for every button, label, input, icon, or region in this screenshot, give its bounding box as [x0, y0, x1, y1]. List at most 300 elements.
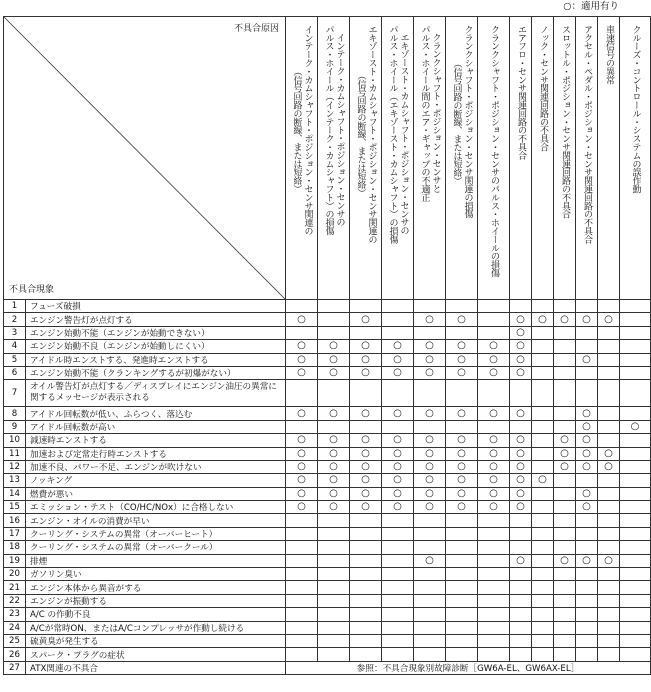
applicable-mark: ○ — [446, 366, 478, 379]
empty-cell — [620, 621, 651, 634]
empty-cell — [286, 568, 318, 581]
applicable-mark: ○ — [286, 313, 318, 326]
empty-cell — [350, 581, 382, 594]
applicable-mark: ○ — [382, 434, 414, 447]
row-number: 19 — [4, 554, 26, 567]
empty-cell — [318, 420, 350, 433]
empty-cell — [598, 366, 620, 379]
empty-cell — [532, 447, 554, 460]
empty-cell — [350, 541, 382, 554]
empty-cell — [554, 366, 576, 379]
empty-cell — [620, 487, 651, 500]
empty-cell — [576, 621, 598, 634]
phenomenon-name: 硫黄臭が発生する — [26, 634, 286, 647]
applicable-mark: ○ — [350, 313, 382, 326]
applicable-mark: ○ — [446, 313, 478, 326]
empty-cell — [554, 380, 576, 407]
applicable-mark: ○ — [318, 474, 350, 487]
table-row — [4, 447, 651, 460]
empty-cell — [318, 313, 350, 326]
empty-cell — [286, 527, 318, 540]
empty-cell — [318, 634, 350, 647]
empty-cell — [576, 474, 598, 487]
empty-cell — [620, 554, 651, 567]
table-row — [4, 581, 651, 594]
empty-cell — [350, 326, 382, 339]
empty-cell — [620, 581, 651, 594]
phenomenon-name: スパーク・プラグの症状 — [26, 648, 286, 661]
applicable-mark: ○ — [318, 434, 350, 447]
empty-cell — [532, 340, 554, 353]
empty-cell — [350, 608, 382, 621]
empty-cell — [446, 621, 478, 634]
applicable-mark: ○ — [382, 366, 414, 379]
empty-cell — [620, 541, 651, 554]
empty-cell — [532, 648, 554, 661]
diagnosis-table — [3, 16, 651, 675]
empty-cell — [510, 380, 532, 407]
applicable-mark: ○ — [446, 501, 478, 514]
empty-cell — [286, 541, 318, 554]
empty-cell — [478, 313, 510, 326]
cause-column-label: クルーズ・コントロール・システムの誤作動 — [630, 25, 641, 194]
applicable-mark: ○ — [414, 460, 446, 473]
phenomenon-name: エンジン・オイルの消費が早い — [26, 514, 286, 527]
phenomenon-name: アイドル時エンストする、発進時エンストする — [26, 353, 286, 366]
empty-cell — [382, 300, 414, 313]
applicable-mark: ○ — [510, 474, 532, 487]
empty-cell — [446, 326, 478, 339]
empty-cell — [446, 300, 478, 313]
applicable-mark: ○ — [510, 447, 532, 460]
empty-cell — [446, 554, 478, 567]
cause-title: 不具合原因 — [233, 24, 279, 34]
row-number: 21 — [4, 581, 26, 594]
applicable-mark: ○ — [286, 407, 318, 420]
reference-note: 参照：不具合現象別故障診断［GW6A-EL、GW6AX-EL］ — [286, 661, 651, 674]
empty-cell — [532, 581, 554, 594]
cause-column-label: ノック・センサ関連回路の不具合 — [538, 25, 548, 152]
applicable-mark: ○ — [478, 434, 510, 447]
empty-cell — [620, 353, 651, 366]
empty-cell — [318, 581, 350, 594]
applicable-mark: ○ — [350, 501, 382, 514]
empty-cell — [478, 634, 510, 647]
empty-cell — [414, 648, 446, 661]
phenomenon-name: アイドル回転数が高い — [26, 420, 286, 433]
empty-cell — [478, 554, 510, 567]
empty-cell — [554, 621, 576, 634]
applicable-mark: ○ — [350, 366, 382, 379]
empty-cell — [620, 460, 651, 473]
empty-cell — [382, 514, 414, 527]
empty-cell — [478, 568, 510, 581]
empty-cell — [478, 621, 510, 634]
table-body — [4, 300, 651, 675]
empty-cell — [620, 594, 651, 607]
applicable-mark: ○ — [382, 501, 414, 514]
empty-cell — [532, 634, 554, 647]
empty-cell — [350, 300, 382, 313]
applicable-mark: ○ — [510, 353, 532, 366]
empty-cell — [554, 420, 576, 433]
empty-cell — [620, 608, 651, 621]
applicable-mark: ○ — [510, 313, 532, 326]
empty-cell — [318, 541, 350, 554]
empty-cell — [414, 581, 446, 594]
applicable-mark: ○ — [576, 407, 598, 420]
applicable-mark: ○ — [554, 313, 576, 326]
phenomenon-name: エンジン警告灯が点灯する — [26, 313, 286, 326]
empty-cell — [382, 541, 414, 554]
row-number: 25 — [4, 634, 26, 647]
legend: ○：適用有り — [563, 1, 619, 12]
applicable-mark: ○ — [510, 326, 532, 339]
applicable-mark: ○ — [576, 313, 598, 326]
empty-cell — [576, 594, 598, 607]
applicable-mark: ○ — [576, 447, 598, 460]
applicable-mark: ○ — [478, 474, 510, 487]
phenomenon-name: エミッション・テスト（CO/HC/NOx）に合格しない — [26, 501, 286, 514]
empty-cell — [598, 407, 620, 420]
row-number: 1 — [4, 300, 26, 313]
row-number: 14 — [4, 487, 26, 500]
empty-cell — [414, 300, 446, 313]
applicable-mark: ○ — [414, 501, 446, 514]
cause-column-header — [510, 17, 532, 300]
row-number: 6 — [4, 366, 26, 379]
applicable-mark: ○ — [350, 447, 382, 460]
empty-cell — [446, 634, 478, 647]
phenomenon-name: A/C の作動不良 — [26, 608, 286, 621]
empty-cell — [318, 594, 350, 607]
empty-cell — [414, 420, 446, 433]
empty-cell — [382, 313, 414, 326]
empty-cell — [554, 514, 576, 527]
table-row — [4, 300, 651, 313]
empty-cell — [510, 608, 532, 621]
empty-cell — [620, 634, 651, 647]
empty-cell — [382, 581, 414, 594]
empty-cell — [318, 621, 350, 634]
empty-cell — [532, 300, 554, 313]
table-row — [4, 608, 651, 621]
applicable-mark: ○ — [478, 407, 510, 420]
empty-cell — [598, 340, 620, 353]
empty-cell — [598, 434, 620, 447]
empty-cell — [318, 514, 350, 527]
empty-cell — [286, 648, 318, 661]
applicable-mark: ○ — [598, 447, 620, 460]
empty-cell — [532, 434, 554, 447]
empty-cell — [350, 514, 382, 527]
applicable-mark: ○ — [350, 353, 382, 366]
empty-cell — [350, 420, 382, 433]
applicable-mark: ○ — [286, 353, 318, 366]
phenomenon-name: 加速および定常走行時エンストする — [26, 447, 286, 460]
row-number: 26 — [4, 648, 26, 661]
empty-cell — [510, 621, 532, 634]
applicable-mark: ○ — [318, 447, 350, 460]
cause-column-header — [382, 17, 414, 300]
empty-cell — [598, 420, 620, 433]
phenomenon-name: エンジン始動不能（エンジンが始動できない） — [26, 326, 286, 339]
applicable-mark: ○ — [446, 447, 478, 460]
applicable-mark: ○ — [446, 487, 478, 500]
cause-column-label: インテーク・カムシャフト・ポジション・センサ関連の （信号回路の断線、または短絡） — [291, 25, 313, 236]
applicable-mark: ○ — [554, 447, 576, 460]
cause-column-header — [414, 17, 446, 300]
empty-cell — [382, 326, 414, 339]
empty-cell — [554, 487, 576, 500]
applicable-mark: ○ — [318, 487, 350, 500]
empty-cell — [478, 380, 510, 407]
table-row — [4, 420, 651, 433]
empty-cell — [446, 527, 478, 540]
cause-column-label: 車速信号の異常 — [604, 25, 614, 84]
empty-cell — [620, 474, 651, 487]
empty-cell — [620, 501, 651, 514]
cause-column-label: クランクシャフト・ポジション・センサ関連の損傷 （信号回路の断線、または短絡） — [451, 25, 473, 219]
applicable-mark: ○ — [414, 487, 446, 500]
empty-cell — [446, 380, 478, 407]
empty-cell — [478, 594, 510, 607]
empty-cell — [598, 501, 620, 514]
empty-cell — [414, 514, 446, 527]
empty-cell — [382, 527, 414, 540]
empty-cell — [532, 366, 554, 379]
empty-cell — [510, 527, 532, 540]
table-row — [4, 313, 651, 326]
row-number: 5 — [4, 353, 26, 366]
applicable-mark: ○ — [576, 460, 598, 473]
empty-cell — [532, 554, 554, 567]
empty-cell — [554, 541, 576, 554]
empty-cell — [478, 648, 510, 661]
cause-column-header — [286, 17, 318, 300]
applicable-mark: ○ — [576, 487, 598, 500]
empty-cell — [620, 340, 651, 353]
applicable-mark: ○ — [414, 554, 446, 567]
empty-cell — [576, 366, 598, 379]
phenomenon-name: オイル警告灯が点灯する／ディスプレイにエンジン油圧の異常に関するメッセージが表示される — [26, 380, 286, 407]
empty-cell — [414, 380, 446, 407]
applicable-mark: ○ — [382, 407, 414, 420]
empty-cell — [554, 407, 576, 420]
applicable-mark: ○ — [350, 474, 382, 487]
applicable-mark: ○ — [318, 501, 350, 514]
empty-cell — [478, 581, 510, 594]
row-number: 2 — [4, 313, 26, 326]
empty-cell — [446, 608, 478, 621]
empty-cell — [478, 420, 510, 433]
empty-cell — [620, 648, 651, 661]
applicable-mark: ○ — [414, 353, 446, 366]
applicable-mark: ○ — [350, 460, 382, 473]
empty-cell — [382, 594, 414, 607]
empty-cell — [576, 568, 598, 581]
cause-column-label: インテーク・カムシャフト・ポジション・センサの パルス・ホイール（インテーク・カムシャフト）の損傷 — [323, 25, 345, 236]
table-row — [4, 380, 651, 407]
applicable-mark: ○ — [382, 460, 414, 473]
table-row — [4, 527, 651, 540]
empty-cell — [510, 634, 532, 647]
row-number: 23 — [4, 608, 26, 621]
empty-cell — [478, 527, 510, 540]
empty-cell — [532, 568, 554, 581]
applicable-mark: ○ — [318, 460, 350, 473]
empty-cell — [532, 527, 554, 540]
diagonal-divider — [4, 17, 285, 299]
applicable-mark: ○ — [510, 407, 532, 420]
applicable-mark: ○ — [510, 366, 532, 379]
table-row — [4, 621, 651, 634]
table-row — [4, 407, 651, 420]
applicable-mark: ○ — [286, 474, 318, 487]
empty-cell — [554, 340, 576, 353]
phenomenon-name: エンジン始動不能（クランキングするが初爆がない） — [26, 366, 286, 379]
empty-cell — [414, 527, 446, 540]
phenomenon-title: 不具合現象 — [9, 285, 55, 295]
empty-cell — [510, 594, 532, 607]
applicable-mark: ○ — [620, 420, 651, 433]
cause-column-label: アクセル・ペダル・ポジション・センサ関連回路の不具合 — [582, 25, 592, 244]
empty-cell — [414, 594, 446, 607]
empty-cell — [510, 541, 532, 554]
phenomenon-name: エンジンが振動する — [26, 594, 286, 607]
empty-cell — [350, 648, 382, 661]
empty-cell — [350, 568, 382, 581]
empty-cell — [318, 300, 350, 313]
empty-cell — [532, 501, 554, 514]
cause-column-label: エキゾースト・カムシャフト・ポジション・センサの パルス・ホイール（エキゾースト・カムシャフト）の損傷 — [387, 25, 409, 244]
applicable-mark: ○ — [576, 420, 598, 433]
phenomenon-name: 排煙 — [26, 554, 286, 567]
empty-cell — [382, 648, 414, 661]
empty-cell — [318, 648, 350, 661]
table-row — [4, 661, 651, 674]
empty-cell — [446, 568, 478, 581]
empty-cell — [446, 594, 478, 607]
empty-cell — [382, 621, 414, 634]
applicable-mark: ○ — [382, 487, 414, 500]
applicable-mark: ○ — [286, 434, 318, 447]
table-row — [4, 514, 651, 527]
applicable-mark: ○ — [414, 407, 446, 420]
row-number: 27 — [4, 661, 26, 674]
table-row — [4, 326, 651, 339]
empty-cell — [554, 608, 576, 621]
empty-cell — [620, 527, 651, 540]
applicable-mark: ○ — [576, 353, 598, 366]
phenomenon-name: エンジン始動不良（エンジンが始動しにくい） — [26, 340, 286, 353]
table-row — [4, 353, 651, 366]
empty-cell — [532, 514, 554, 527]
row-number: 18 — [4, 541, 26, 554]
empty-cell — [446, 514, 478, 527]
empty-cell — [286, 420, 318, 433]
empty-cell — [382, 420, 414, 433]
empty-cell — [598, 514, 620, 527]
table-row — [4, 434, 651, 447]
applicable-mark: ○ — [478, 340, 510, 353]
empty-cell — [414, 634, 446, 647]
table-row — [4, 634, 651, 647]
applicable-mark: ○ — [576, 554, 598, 567]
row-number: 16 — [4, 514, 26, 527]
phenomenon-name: ノッキング — [26, 474, 286, 487]
empty-cell — [510, 648, 532, 661]
applicable-mark: ○ — [382, 447, 414, 460]
applicable-mark: ○ — [446, 474, 478, 487]
table-row — [4, 340, 651, 353]
phenomenon-name: アイドル回転数が低い、ふらつく、落込む — [26, 407, 286, 420]
applicable-mark: ○ — [510, 554, 532, 567]
empty-cell — [598, 474, 620, 487]
cause-column-header — [598, 17, 620, 300]
empty-cell — [414, 608, 446, 621]
empty-cell — [598, 300, 620, 313]
empty-cell — [598, 581, 620, 594]
empty-cell — [598, 353, 620, 366]
row-number: 22 — [4, 594, 26, 607]
applicable-mark: ○ — [446, 353, 478, 366]
applicable-mark: ○ — [382, 340, 414, 353]
empty-cell — [620, 326, 651, 339]
applicable-mark: ○ — [510, 340, 532, 353]
applicable-mark: ○ — [318, 340, 350, 353]
empty-cell — [350, 527, 382, 540]
empty-cell — [576, 326, 598, 339]
empty-cell — [554, 594, 576, 607]
empty-cell — [350, 634, 382, 647]
row-number: 4 — [4, 340, 26, 353]
phenomenon-name: A/Cが常時ON、またはA/Cコンプレッサが作動し続ける — [26, 621, 286, 634]
row-number: 8 — [4, 407, 26, 420]
empty-cell — [382, 554, 414, 567]
applicable-mark: ○ — [532, 474, 554, 487]
applicable-mark: ○ — [478, 501, 510, 514]
cause-column-header — [318, 17, 350, 300]
applicable-mark: ○ — [554, 460, 576, 473]
applicable-mark: ○ — [510, 460, 532, 473]
empty-cell — [620, 447, 651, 460]
empty-cell — [576, 648, 598, 661]
applicable-mark: ○ — [286, 460, 318, 473]
empty-cell — [532, 594, 554, 607]
applicable-mark: ○ — [576, 501, 598, 514]
row-number: 17 — [4, 527, 26, 540]
empty-cell — [532, 407, 554, 420]
empty-cell — [532, 460, 554, 473]
empty-cell — [576, 608, 598, 621]
empty-cell — [478, 326, 510, 339]
empty-cell — [598, 634, 620, 647]
row-number: 15 — [4, 501, 26, 514]
applicable-mark: ○ — [286, 366, 318, 379]
empty-cell — [532, 541, 554, 554]
empty-cell — [620, 380, 651, 407]
empty-cell — [286, 634, 318, 647]
applicable-mark: ○ — [478, 460, 510, 473]
phenomenon-name: ガソリン臭い — [26, 568, 286, 581]
applicable-mark: ○ — [382, 353, 414, 366]
applicable-mark: ○ — [350, 340, 382, 353]
empty-cell — [318, 554, 350, 567]
empty-cell — [532, 621, 554, 634]
empty-cell — [554, 353, 576, 366]
empty-cell — [350, 621, 382, 634]
